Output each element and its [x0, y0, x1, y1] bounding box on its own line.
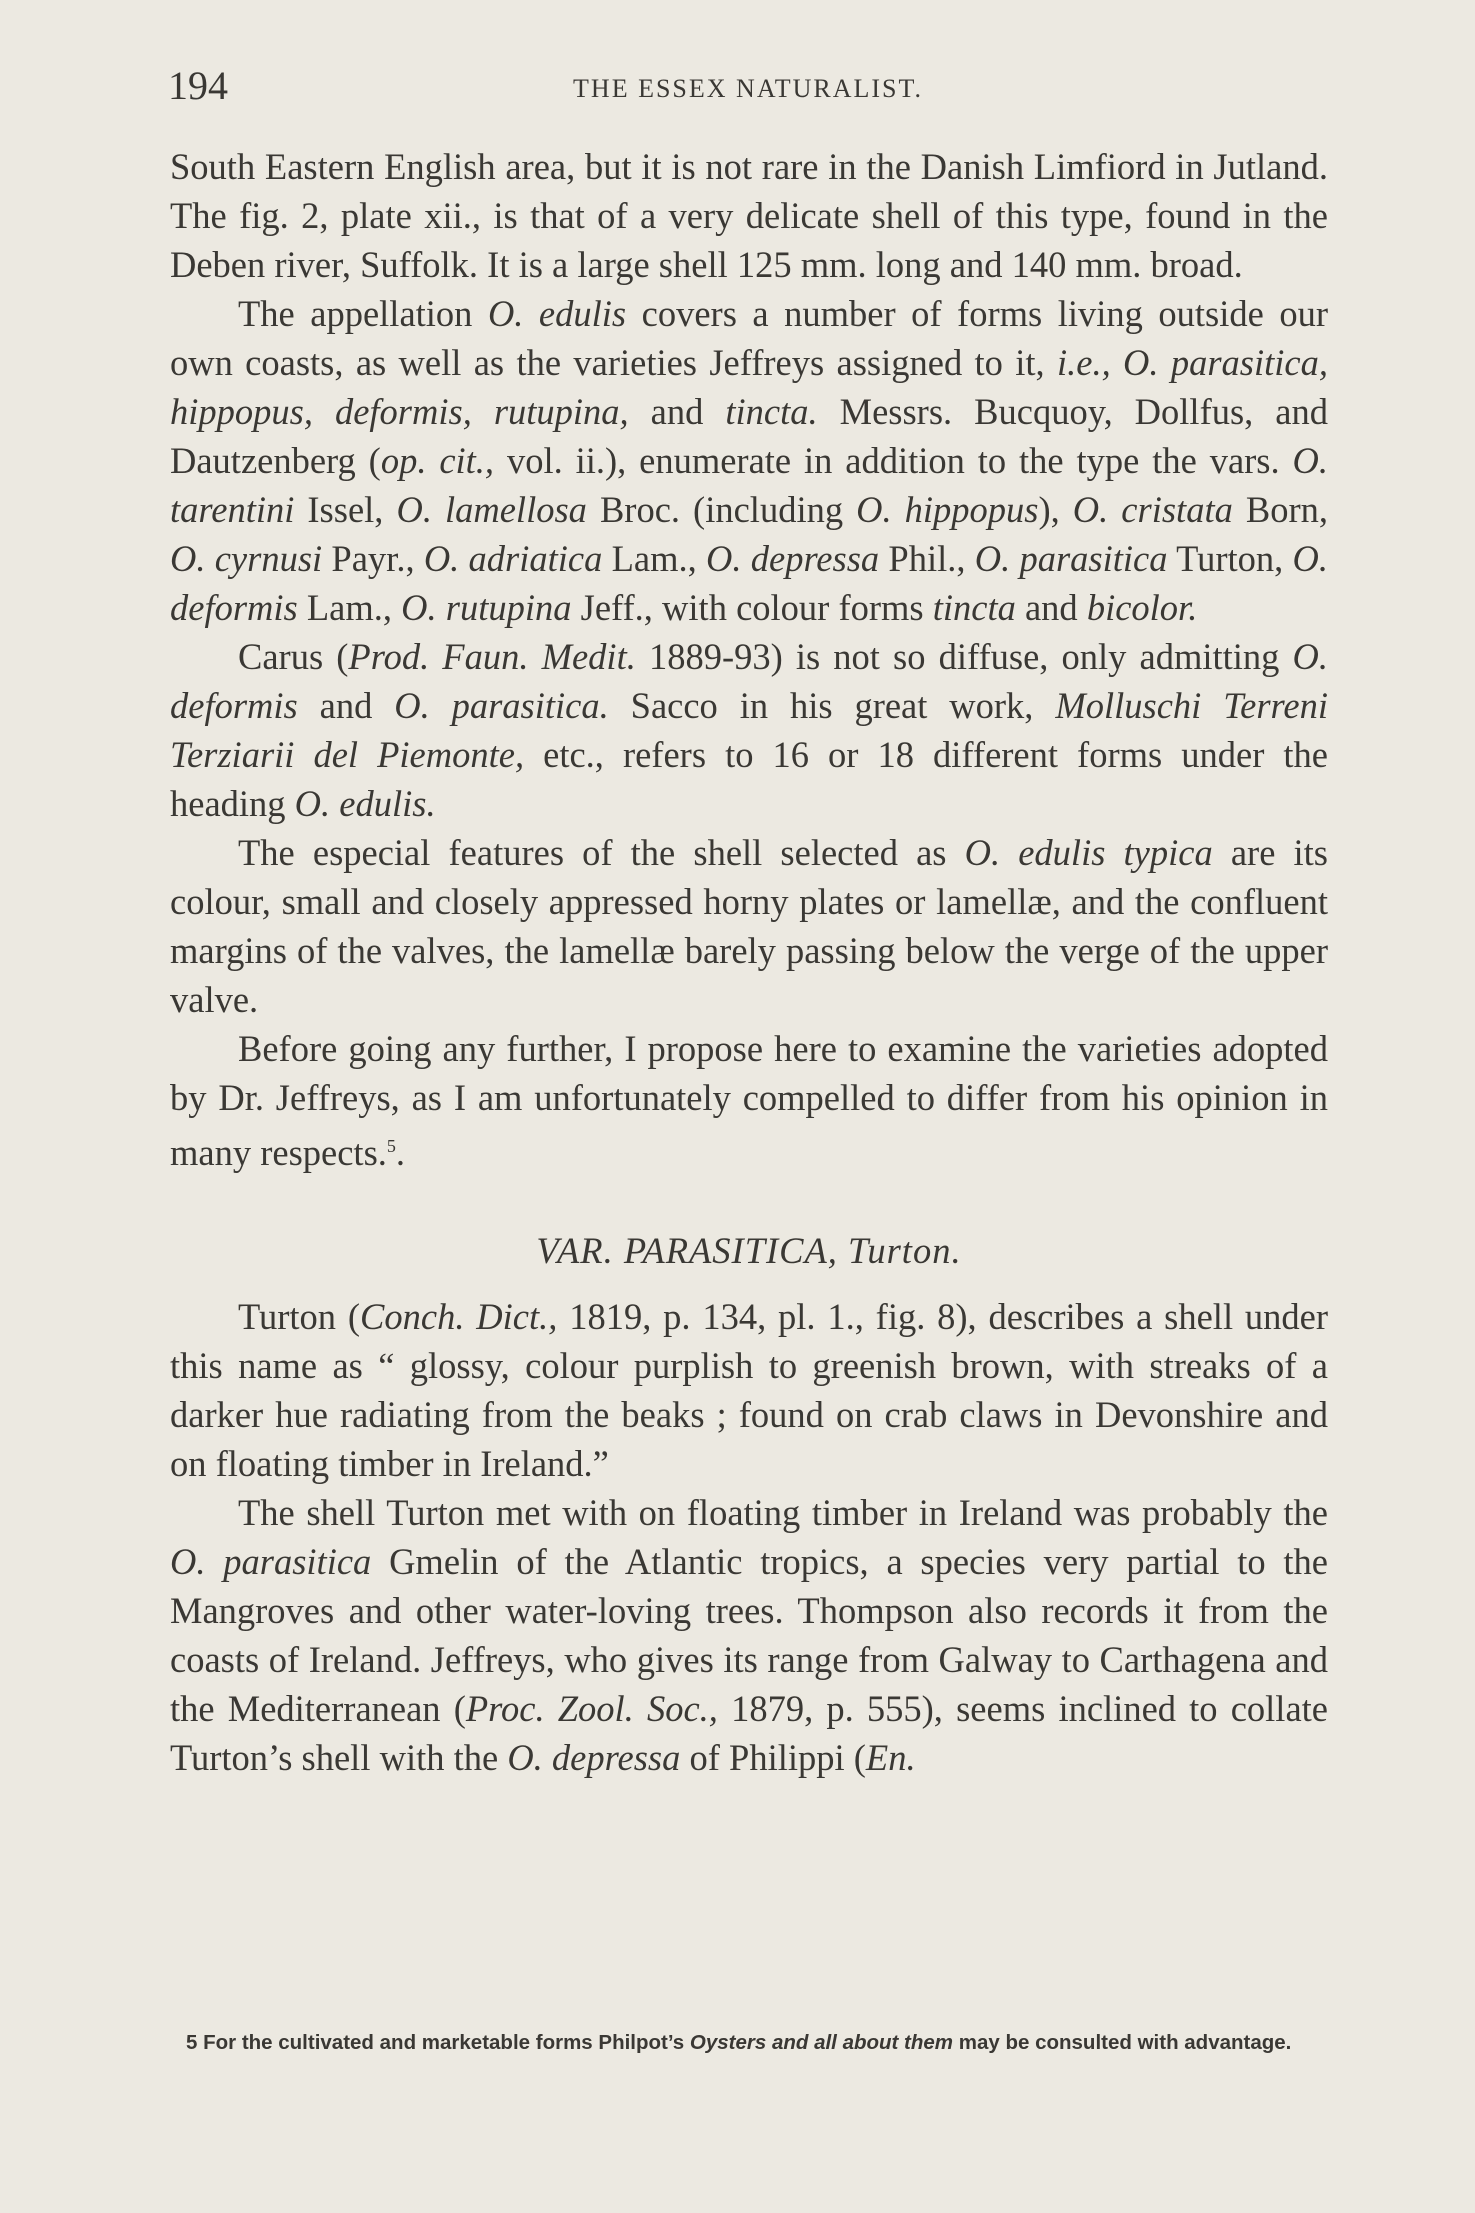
text-run: of Philippi (: [680, 1737, 866, 1779]
italic-run: O. adriatica: [423, 538, 603, 579]
text-run: The especial features of the shell selected as: [238, 832, 965, 873]
running-title: THE ESSEX NATURALIST.: [573, 74, 923, 103]
text-run: Born,: [1232, 489, 1328, 530]
text-run: may be consulted with advantage.: [953, 2031, 1292, 2054]
italic-run: bicolor.: [1086, 587, 1198, 628]
page-header: [168, 62, 1328, 122]
footnote-ref: 5: [386, 1136, 396, 1156]
page-number: 194: [168, 63, 228, 108]
italic-run: O. hippopus: [856, 489, 1039, 530]
italic-run: O. parasitica: [170, 1541, 372, 1583]
text-run: Lam.,: [297, 587, 402, 628]
italic-run: O. edulis: [487, 293, 627, 334]
text-run: Phil.,: [879, 538, 975, 579]
text-run: Broc. (including: [586, 489, 857, 530]
section-heading: VAR. PARASITICA, Turton.: [536, 1230, 962, 1272]
text-run: 1889-93) is not so diffuse, only admitting: [635, 636, 1293, 677]
text-run: The shell Turton met with on floating timber in Ireland was probably the: [238, 1492, 1328, 1534]
italic-run: O. depressa: [706, 538, 880, 579]
paragraph-7: [170, 1488, 1328, 1782]
text-run: Turton (: [238, 1296, 361, 1338]
text-run: Payr.,: [322, 538, 424, 579]
paragraph-6: [170, 1292, 1328, 1488]
italic-run: Oysters and all about them: [689, 2031, 954, 2054]
italic-run: O. edulis.: [294, 783, 436, 824]
italic-run: O. depressa: [507, 1737, 681, 1779]
italic-run: Proc. Zool. Soc.,: [465, 1688, 718, 1730]
text-run: Issel,: [294, 489, 397, 530]
text-run: Before going any further, I propose here to examine the varieties adopted by Dr. Jeffreys, as I am unfortunately compelled to differ from his opinion in many respects.: [170, 1028, 1328, 1174]
italic-run: O. parasitica: [974, 538, 1168, 579]
text-run: Lam.,: [602, 538, 707, 579]
text-run: .: [395, 1132, 406, 1174]
italic-run: Prod. Faun. Medit.: [348, 636, 636, 677]
italic-run: En.: [865, 1737, 916, 1779]
italic-run: O. rutupina: [401, 587, 572, 628]
italic-run: O. edulis typica: [964, 832, 1213, 873]
paragraph-1: South Eastern English area, but it is not rare in the Danish Limfiord in Jutland. The fig. 2, plate xii., is that of a very delicate shell of this type, found in the Deben river, Suffolk. It is a large shell 125 mm. long and 140 mm. broad.: [170, 146, 1328, 285]
italic-run: O. tarentini: [170, 440, 1328, 530]
text-run: are its colour, small and closely appressed horny plates or lamellæ, and the confluent margins of the valves, the lamellæ barely passing below the verge of the upper valve.: [170, 832, 1328, 1020]
italic-run: O. cristata: [1072, 489, 1233, 530]
text-run: Turton,: [1167, 538, 1293, 579]
text-run: covers a number of forms living outside our own coasts, as well as the varieties Jeffreys assigned to it,: [170, 293, 1328, 383]
text-run: and: [628, 391, 726, 432]
text-run: ),: [1038, 489, 1073, 530]
text-run: Carus (: [238, 636, 349, 677]
italic-run: i.e., O. parasitica, hippopus, deformis, rutupina,: [170, 342, 1328, 432]
italic-run: O. deformis: [170, 636, 1329, 726]
italic-run: tincta: [932, 587, 1016, 628]
text-run: Messrs. Bucquoy, Dollfus, and Dautzenberg (: [170, 391, 1328, 481]
text-run: Jeff., with colour forms: [571, 587, 933, 628]
paragraph-5: [170, 1024, 1328, 1177]
italic-run: op. cit.,: [380, 440, 495, 481]
paragraph-2: [170, 289, 1328, 632]
italic-run: O. parasitica.: [394, 685, 609, 726]
paragraph-3: [170, 632, 1328, 828]
italic-run: O. cyrnusi: [170, 538, 323, 579]
body-text: [170, 142, 1328, 1782]
text-run: 1819, p. 134, pl. 1., fig. 8), describes a shell under this name as “ glossy, colour purplish to greenish brown, with streaks of a darker hue radiating from the beaks ; found on crab claws in Devonshire and on floating timber in Ireland.”: [170, 1296, 1329, 1485]
text-run: Sacco in his great work,: [608, 685, 1056, 726]
italic-run: Conch. Dict.,: [360, 1296, 558, 1338]
italic-run: O. deformis: [170, 538, 1328, 628]
text-run: 1879, p. 555), seems inclined to collate Turton’s shell with the: [170, 1688, 1328, 1779]
footnote: [186, 2029, 1332, 2056]
text-run: and: [297, 685, 395, 726]
text-run: vol. ii.), enumerate in addition to the type the vars.: [494, 440, 1293, 481]
text-run: and: [1015, 587, 1087, 628]
italic-run: tincta.: [725, 391, 818, 432]
italic-run: Molluschi Terreni Terziarii del Piemonte,: [170, 685, 1328, 775]
text-run: Gmelin of the Atlantic tropics, a species very partial to the Mangroves and other water-loving trees. Thompson also records it from the coasts of Ireland. Jeffreys, who gives its range from Galway to Carthagena and the Mediterranean (: [170, 1541, 1328, 1730]
paragraph-4: [170, 828, 1328, 1024]
text-run: 5 For the cultivated and marketable forms Philpot’s: [186, 2031, 690, 2054]
text-run: etc., refers to 16 or 18 different forms under the heading: [170, 734, 1328, 824]
text-run: The appellation: [238, 293, 488, 334]
italic-run: O. lamellosa: [396, 489, 587, 530]
